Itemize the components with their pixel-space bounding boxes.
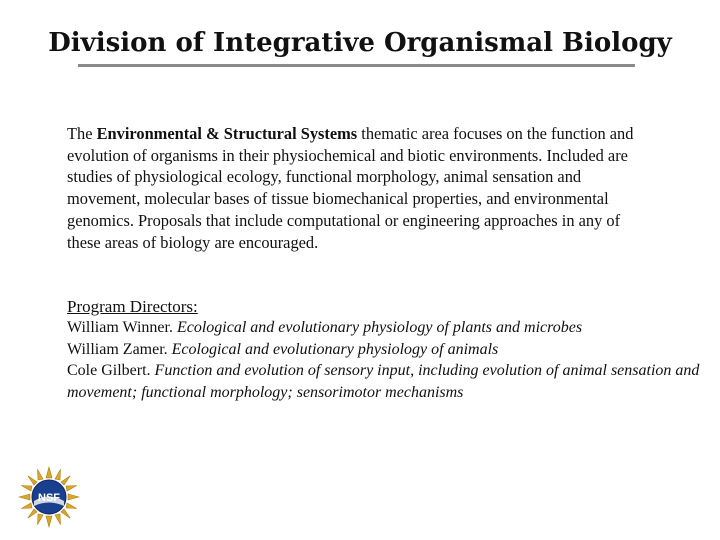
director-name: Cole Gilbert. bbox=[67, 362, 151, 380]
program-directors bbox=[67, 296, 707, 403]
intro-lead: The bbox=[67, 124, 97, 143]
directors-heading: Program Directors: bbox=[67, 297, 198, 316]
director-area: Ecological and evolutionary physiology of plants and microbes bbox=[176, 319, 583, 337]
page-title: Division of Integrative Organismal Biology bbox=[48, 28, 672, 58]
director-row bbox=[67, 360, 707, 403]
director-name: William Winner. bbox=[67, 319, 173, 337]
intro-rest: thematic area focuses on the function and evolution of organisms in their physiochemical and biotic environments. Included are studies of physiological ecology, functional morphology, animal sensation and movement, molecular bases of tissue biomechanical properties, and environmental genomics. Proposals that include computational or engineering approaches in any of these areas of biology are encouraged. bbox=[67, 124, 634, 252]
director-row bbox=[67, 317, 707, 338]
intro-paragraph bbox=[67, 123, 657, 253]
director-name: William Zamer. bbox=[67, 340, 168, 358]
intro-bold-phrase: Environmental & Structural Systems bbox=[96, 124, 358, 143]
title-underline bbox=[78, 64, 635, 67]
logo-text: NSF bbox=[38, 492, 60, 504]
director-area: Function and evolution of sensory input, including evolution of animal sensation and movement; functional morphology; sensorimotor mechanisms bbox=[67, 362, 700, 401]
nsf-logo-icon bbox=[18, 466, 80, 528]
director-area: Ecological and evolutionary physiology of animals bbox=[171, 340, 499, 358]
director-row bbox=[67, 339, 707, 360]
